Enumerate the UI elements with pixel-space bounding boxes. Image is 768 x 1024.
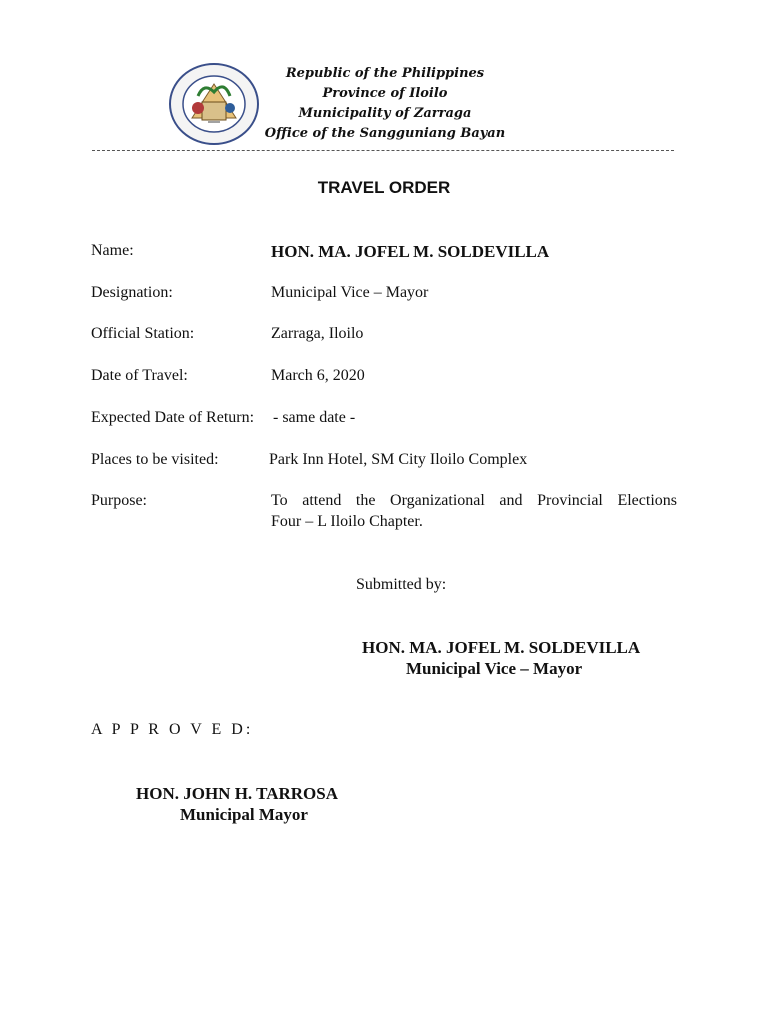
field-label: Date of Travel: <box>91 367 188 384</box>
approver-signature-block <box>136 783 338 825</box>
letterhead <box>262 64 508 144</box>
purpose-text <box>271 490 677 532</box>
field-value: Park Inn Hotel, SM City Iloilo Complex <box>269 451 528 468</box>
field-label: Name: <box>91 242 134 259</box>
submitter-name: HON. MA. JOFEL M. SOLDEVILLA <box>362 638 641 657</box>
header-line-municipality: Municipality of Zarraga <box>298 106 472 121</box>
field-label: Designation: <box>91 284 173 301</box>
submitter-title: Municipal Vice – Mayor <box>406 659 583 678</box>
submitter-signature-block <box>362 637 640 679</box>
header-line-republic: Republic of the Philippines <box>285 66 485 81</box>
field-label: Places to be visited: <box>91 451 219 468</box>
field-value: - same date - <box>273 409 356 426</box>
field-label: Purpose: <box>91 492 147 509</box>
approver-title: Municipal Mayor <box>180 805 308 824</box>
field-value: March 6, 2020 <box>271 367 365 384</box>
submitted-by-label: Submitted by: <box>356 576 447 593</box>
header-divider <box>92 150 674 151</box>
purpose-line-1: To attend the Organizational and Provincial Elections <box>271 492 677 509</box>
purpose-line-2: Four – L Iloilo Chapter. <box>271 513 423 530</box>
approved-label: A P P R O V E D: <box>91 721 254 738</box>
field-value: HON. MA. JOFEL M. SOLDEVILLA <box>271 242 550 261</box>
field-label: Expected Date of Return: <box>91 409 255 426</box>
field-value: Zarraga, Iloilo <box>271 325 364 342</box>
header-line-office: Office of the Sangguniang Bayan <box>264 126 506 141</box>
field-value: Municipal Vice – Mayor <box>271 284 429 301</box>
municipal-seal-icon <box>168 62 260 146</box>
field-label: Official Station: <box>91 325 195 342</box>
header-line-province: Province of Iloilo <box>322 86 448 101</box>
document-title: TRAVEL ORDER <box>317 178 451 197</box>
approver-name: HON. JOHN H. TARROSA <box>136 784 338 803</box>
